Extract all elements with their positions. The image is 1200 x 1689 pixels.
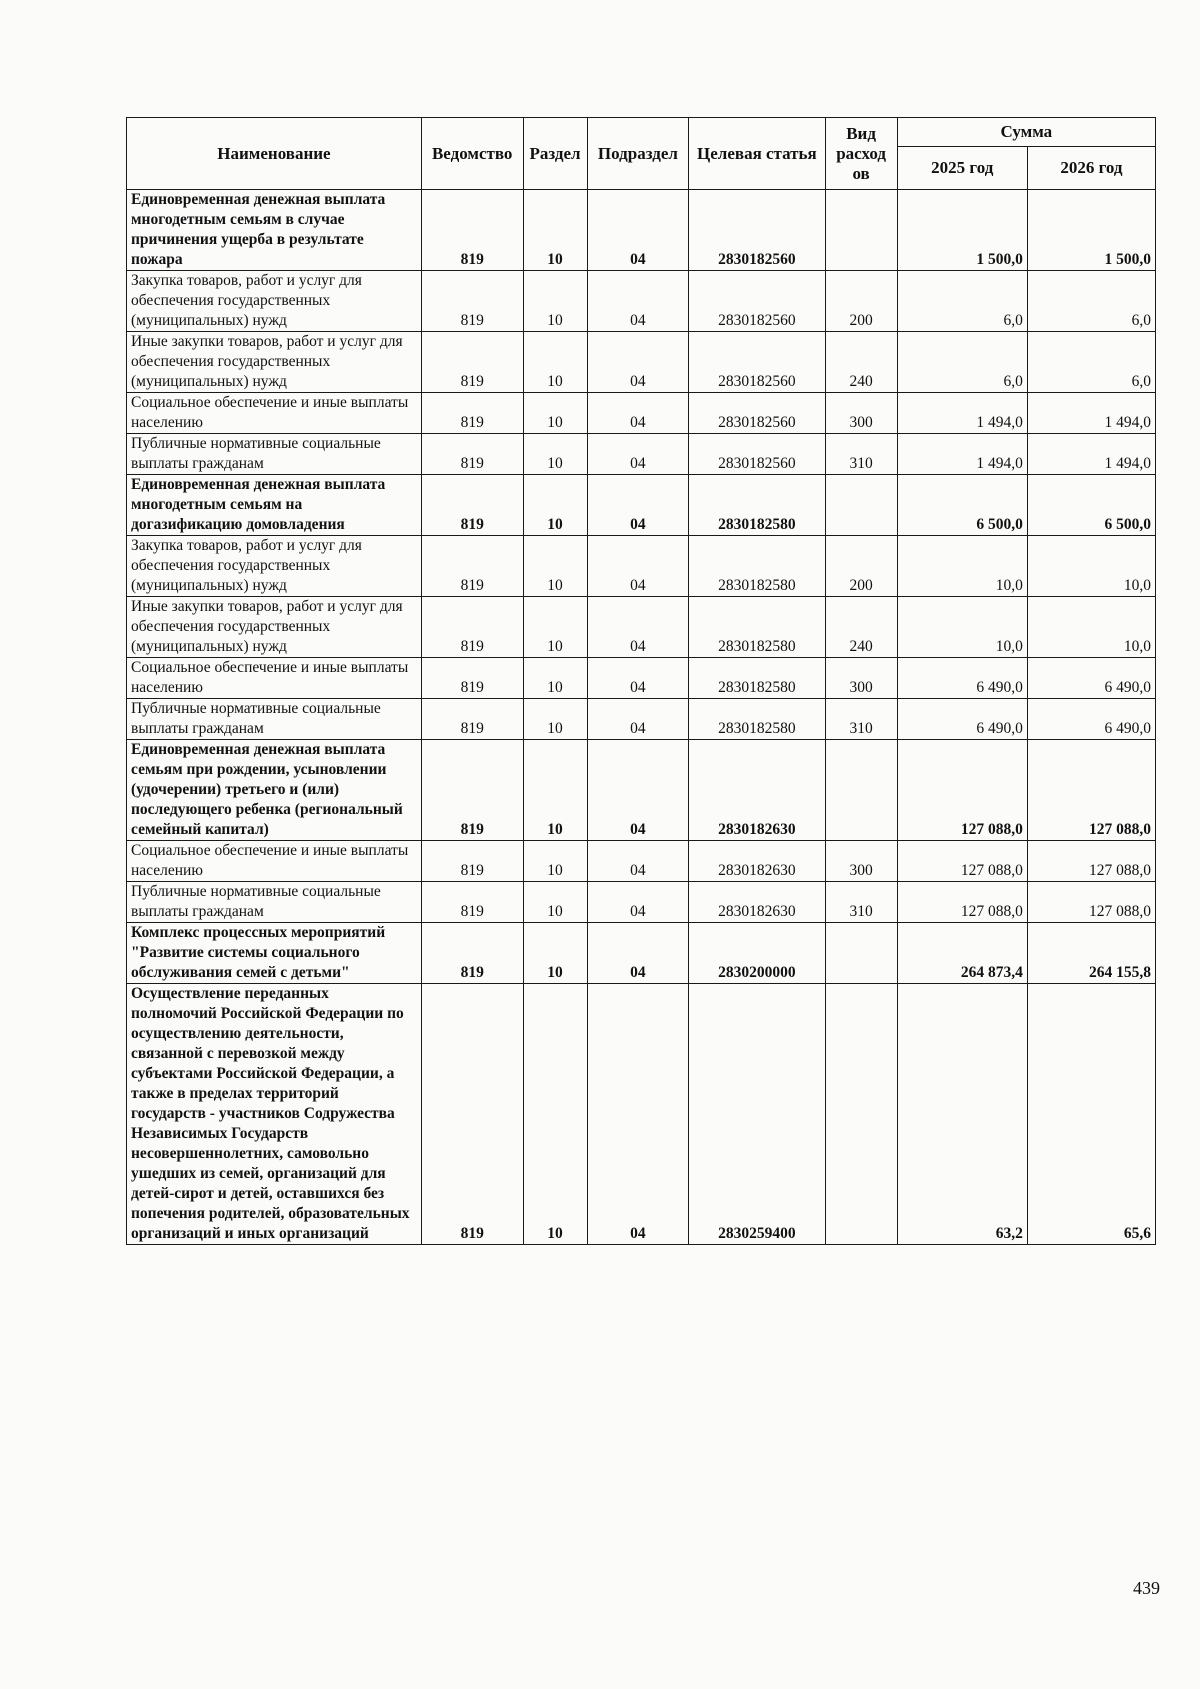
- row-razdel: 10: [523, 699, 587, 740]
- row-name: Иные закупки товаров, работ и услуг для обеспечения государственных (муниципальных) нужд: [127, 597, 422, 658]
- row-target: 2830200000: [689, 923, 825, 984]
- row-podrazdel: 04: [587, 841, 689, 882]
- row-podrazdel: 04: [587, 923, 689, 984]
- row-target: 2830182560: [689, 393, 825, 434]
- row-podrazdel: 04: [587, 597, 689, 658]
- row-name: Комплекс процессных мероприятий "Развитие системы социального обслуживания семей с детьми": [127, 923, 422, 984]
- row-sum-2026: 6 490,0: [1027, 658, 1155, 699]
- row-target: 2830182580: [689, 597, 825, 658]
- row-target: 2830182580: [689, 699, 825, 740]
- row-sum-2026: 127 088,0: [1027, 740, 1155, 841]
- row-podrazdel: 04: [587, 882, 689, 923]
- row-razdel: 10: [523, 923, 587, 984]
- row-sum-2025: 10,0: [897, 597, 1027, 658]
- row-sum-2026: 6,0: [1027, 271, 1155, 332]
- row-vid: 300: [825, 393, 897, 434]
- row-vedomstvo: 819: [421, 923, 523, 984]
- row-sum-2026: 65,6: [1027, 984, 1155, 1245]
- page-number: 439: [1133, 1578, 1160, 1598]
- table-row: [127, 597, 1156, 658]
- row-vedomstvo: 819: [421, 984, 523, 1245]
- row-vedomstvo: 819: [421, 332, 523, 393]
- table-row: [127, 740, 1156, 841]
- row-razdel: 10: [523, 658, 587, 699]
- row-podrazdel: 04: [587, 190, 689, 271]
- row-target: 2830182560: [689, 434, 825, 475]
- row-sum-2025: 6 490,0: [897, 699, 1027, 740]
- row-name: Единовременная денежная выплата многодетным семьям в случае причинения ущерба в результате пожара: [127, 190, 422, 271]
- row-podrazdel: 04: [587, 984, 689, 1245]
- row-target: 2830182630: [689, 882, 825, 923]
- row-name: Публичные нормативные социальные выплаты гражданам: [127, 699, 422, 740]
- row-razdel: 10: [523, 475, 587, 536]
- row-target: 2830182560: [689, 332, 825, 393]
- row-vedomstvo: 819: [421, 658, 523, 699]
- row-sum-2026: 1 500,0: [1027, 190, 1155, 271]
- row-razdel: 10: [523, 536, 587, 597]
- row-podrazdel: 04: [587, 332, 689, 393]
- row-vid: 310: [825, 434, 897, 475]
- table-row: [127, 984, 1156, 1245]
- row-vid: 300: [825, 841, 897, 882]
- row-sum-2025: 127 088,0: [897, 882, 1027, 923]
- row-sum-2025: 6,0: [897, 332, 1027, 393]
- row-name: Иные закупки товаров, работ и услуг для обеспечения государственных (муниципальных) нужд: [127, 332, 422, 393]
- row-sum-2025: 264 873,4: [897, 923, 1027, 984]
- row-vid: 300: [825, 658, 897, 699]
- header-vid: Вид расход ов: [825, 118, 897, 190]
- table-row: [127, 271, 1156, 332]
- row-sum-2025: 127 088,0: [897, 740, 1027, 841]
- row-target: 2830182580: [689, 658, 825, 699]
- row-sum-2025: 1 500,0: [897, 190, 1027, 271]
- row-razdel: 10: [523, 984, 587, 1245]
- table-row: [127, 434, 1156, 475]
- row-vedomstvo: 819: [421, 434, 523, 475]
- header-2026: 2026 год: [1027, 147, 1155, 190]
- row-vid: 200: [825, 271, 897, 332]
- row-name: Социальное обеспечение и иные выплаты населению: [127, 658, 422, 699]
- header-podrazdel: Подраздел: [587, 118, 689, 190]
- row-sum-2026: 10,0: [1027, 597, 1155, 658]
- row-name: Публичные нормативные социальные выплаты гражданам: [127, 434, 422, 475]
- header-vedomstvo: Ведомство: [421, 118, 523, 190]
- table-row: [127, 841, 1156, 882]
- row-target: 2830182580: [689, 475, 825, 536]
- header-target: Целевая статья: [689, 118, 825, 190]
- row-sum-2025: 63,2: [897, 984, 1027, 1245]
- row-podrazdel: 04: [587, 740, 689, 841]
- row-vedomstvo: 819: [421, 597, 523, 658]
- row-vedomstvo: 819: [421, 536, 523, 597]
- header-sum: Сумма: [897, 118, 1155, 147]
- row-razdel: 10: [523, 434, 587, 475]
- table-row: [127, 882, 1156, 923]
- row-target: 2830182630: [689, 841, 825, 882]
- row-vid: [825, 190, 897, 271]
- header-name: Наименование: [127, 118, 422, 190]
- table-row: [127, 393, 1156, 434]
- row-vid: 200: [825, 536, 897, 597]
- row-target: 2830182560: [689, 190, 825, 271]
- row-sum-2025: 1 494,0: [897, 434, 1027, 475]
- row-vid: 240: [825, 332, 897, 393]
- row-razdel: 10: [523, 882, 587, 923]
- row-sum-2025: 6 500,0: [897, 475, 1027, 536]
- row-name: Единовременная денежная выплата многодетным семьям на догазификацию домовладения: [127, 475, 422, 536]
- row-razdel: 10: [523, 332, 587, 393]
- row-vid: [825, 984, 897, 1245]
- row-vid: [825, 475, 897, 536]
- row-vid: 310: [825, 882, 897, 923]
- header-2025: 2025 год: [897, 147, 1027, 190]
- row-razdel: 10: [523, 190, 587, 271]
- row-podrazdel: 04: [587, 393, 689, 434]
- row-sum-2025: 6,0: [897, 271, 1027, 332]
- row-sum-2026: 6,0: [1027, 332, 1155, 393]
- row-vedomstvo: 819: [421, 393, 523, 434]
- row-podrazdel: 04: [587, 475, 689, 536]
- row-sum-2026: 1 494,0: [1027, 434, 1155, 475]
- table-row: [127, 658, 1156, 699]
- row-vedomstvo: 819: [421, 882, 523, 923]
- row-podrazdel: 04: [587, 699, 689, 740]
- row-name: Осуществление переданных полномочий Российской Федерации по осуществлению деятельности, связанной с перевозкой между субъектами Российской Федерации, а также в пределах территорий государств - участников Содружества Независимых Государств несовершеннолетних, самовольно ушедших из семей, организаций для детей-сирот и детей, оставшихся без попечения родителей, образовательных организаций и иных организаций: [127, 984, 422, 1245]
- row-podrazdel: 04: [587, 434, 689, 475]
- table-body: [127, 190, 1156, 1245]
- row-target: 2830182560: [689, 271, 825, 332]
- row-vid: 310: [825, 699, 897, 740]
- row-podrazdel: 04: [587, 658, 689, 699]
- row-vid: 240: [825, 597, 897, 658]
- row-vedomstvo: 819: [421, 475, 523, 536]
- table-row: [127, 536, 1156, 597]
- row-name: Социальное обеспечение и иные выплаты населению: [127, 841, 422, 882]
- table-row: [127, 475, 1156, 536]
- row-podrazdel: 04: [587, 271, 689, 332]
- header-row-1: [127, 118, 1156, 147]
- row-vedomstvo: 819: [421, 740, 523, 841]
- row-razdel: 10: [523, 271, 587, 332]
- row-sum-2025: 127 088,0: [897, 841, 1027, 882]
- row-sum-2026: 264 155,8: [1027, 923, 1155, 984]
- row-sum-2026: 6 500,0: [1027, 475, 1155, 536]
- row-target: 2830182630: [689, 740, 825, 841]
- row-vedomstvo: 819: [421, 190, 523, 271]
- row-name: Социальное обеспечение и иные выплаты населению: [127, 393, 422, 434]
- row-sum-2026: 1 494,0: [1027, 393, 1155, 434]
- row-sum-2025: 10,0: [897, 536, 1027, 597]
- row-name: Закупка товаров, работ и услуг для обеспечения государственных (муниципальных) нужд: [127, 536, 422, 597]
- row-vedomstvo: 819: [421, 271, 523, 332]
- budget-table: [126, 117, 1156, 1245]
- row-razdel: 10: [523, 740, 587, 841]
- row-razdel: 10: [523, 841, 587, 882]
- row-target: 2830259400: [689, 984, 825, 1245]
- row-vedomstvo: 819: [421, 699, 523, 740]
- table-row: [127, 190, 1156, 271]
- row-vid: [825, 923, 897, 984]
- row-sum-2025: 1 494,0: [897, 393, 1027, 434]
- row-sum-2025: 6 490,0: [897, 658, 1027, 699]
- table-row: [127, 699, 1156, 740]
- row-name: Закупка товаров, работ и услуг для обеспечения государственных (муниципальных) нужд: [127, 271, 422, 332]
- row-podrazdel: 04: [587, 536, 689, 597]
- row-target: 2830182580: [689, 536, 825, 597]
- row-razdel: 10: [523, 597, 587, 658]
- row-sum-2026: 6 490,0: [1027, 699, 1155, 740]
- row-name: Публичные нормативные социальные выплаты гражданам: [127, 882, 422, 923]
- row-vid: [825, 740, 897, 841]
- table-row: [127, 923, 1156, 984]
- row-vedomstvo: 819: [421, 841, 523, 882]
- row-sum-2026: 127 088,0: [1027, 882, 1155, 923]
- row-sum-2026: 10,0: [1027, 536, 1155, 597]
- row-name: Единовременная денежная выплата семьям при рождении, усыновлении (удочерении) третьего и (или) последующего ребенка (региональный семейный капитал): [127, 740, 422, 841]
- row-sum-2026: 127 088,0: [1027, 841, 1155, 882]
- header-razdel: Раздел: [523, 118, 587, 190]
- table-row: [127, 332, 1156, 393]
- row-razdel: 10: [523, 393, 587, 434]
